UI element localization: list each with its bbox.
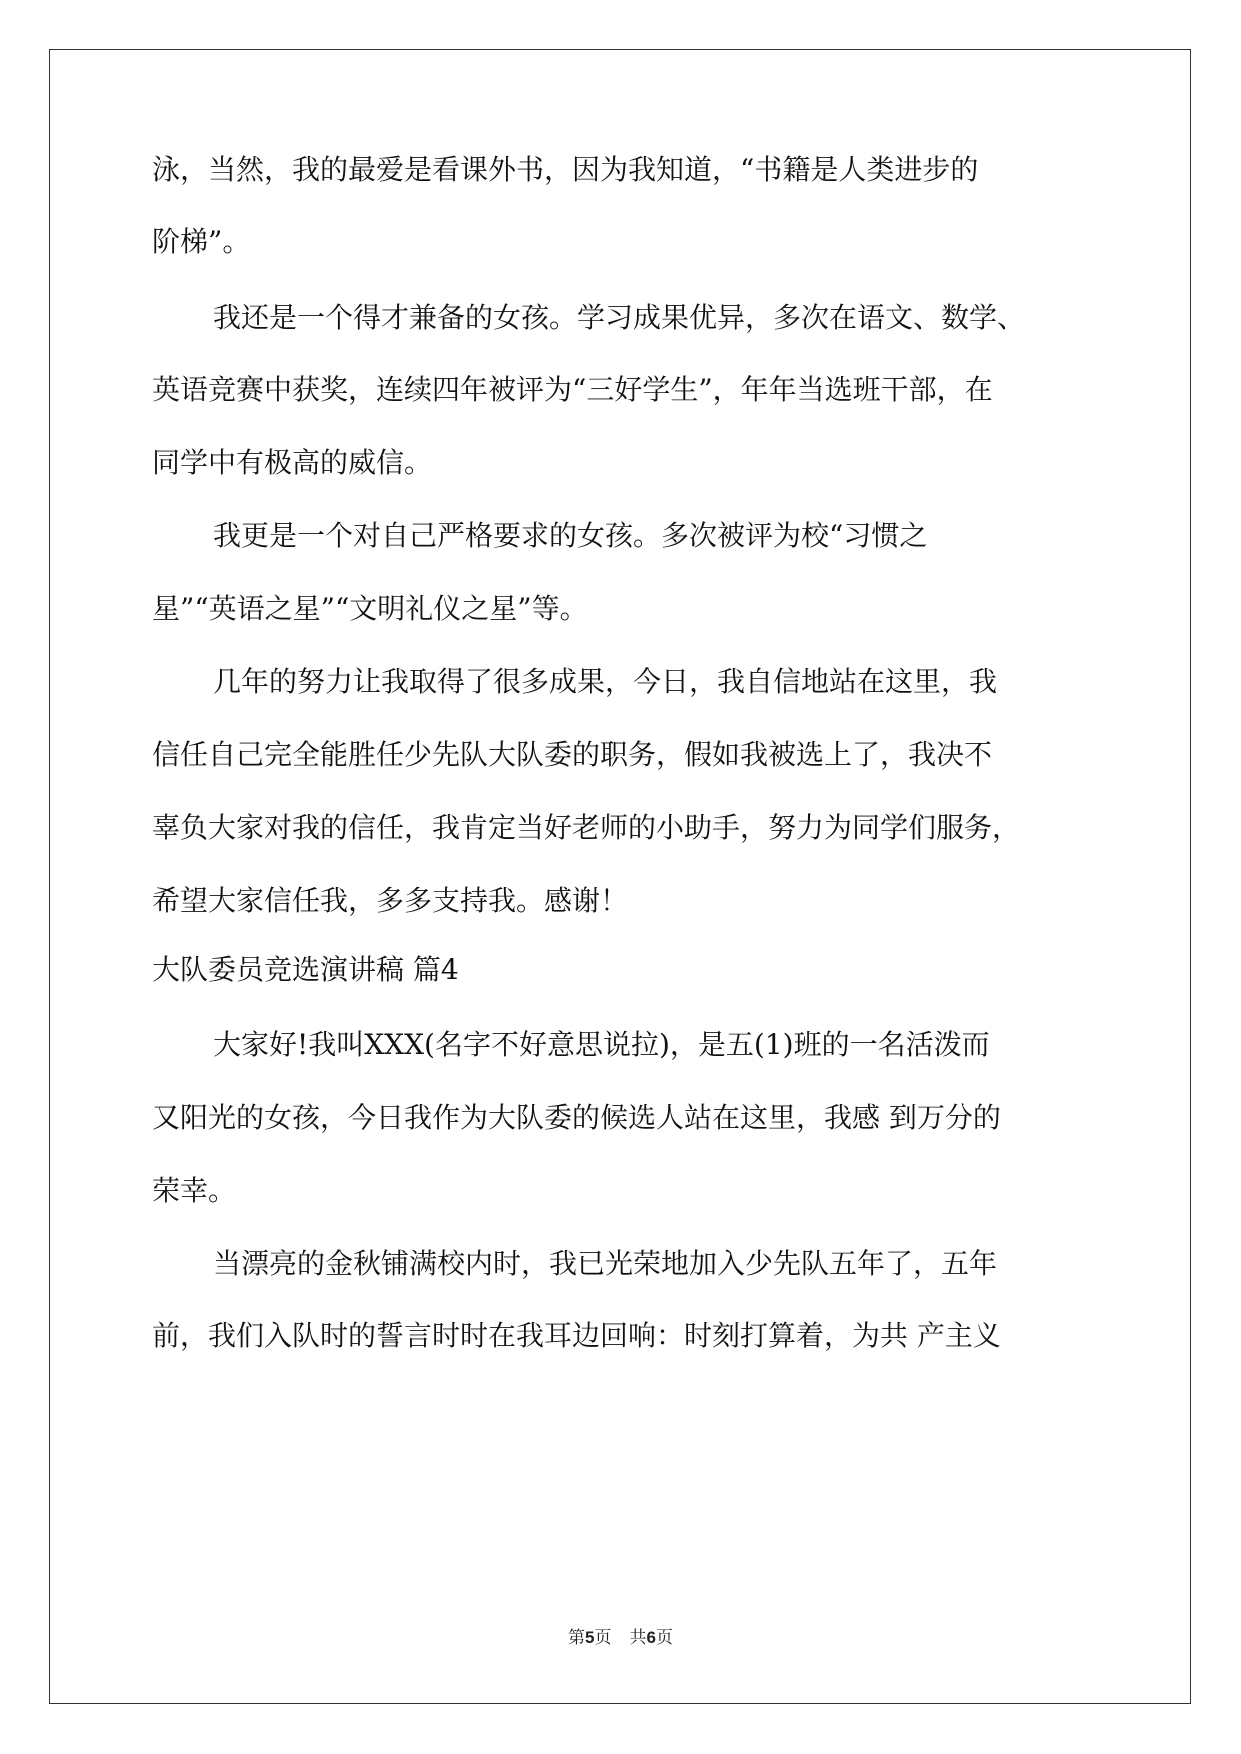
footer-page-number: 5 — [585, 1628, 595, 1647]
text-line: 辜负大家对我的信任，我肯定当好老师的小助手，努力为同学们服务， — [152, 811, 1021, 844]
text-line: 荣幸。 — [152, 1174, 237, 1207]
paragraph-start-line: 我更是一个对自己严格要求的女孩。多次被评为校“习惯之 — [213, 519, 928, 552]
footer-page-unit: 页 — [594, 1628, 612, 1648]
footer-total-pages: 6 — [646, 1628, 656, 1647]
text-line: 同学中有极高的威信。 — [152, 446, 433, 479]
text-line: 又阳光的女孩，今日我作为大队委的候选人站在这里，我感 到万分的 — [152, 1101, 1001, 1134]
text-line: 星”“英语之星”“文明礼仪之星”等。 — [152, 592, 588, 625]
text-line: 前，我们入队时的誓言时时在我耳边回响：时刻打算着，为共 产主义 — [152, 1319, 1001, 1352]
text-line: 泳，当然，我的最爱是看课外书，因为我知道，“书籍是人类进步的 — [152, 153, 979, 186]
paragraph-start-line: 我还是一个得才兼备的女孩。学习成果优异，多次在语文、数学、 — [213, 301, 1026, 334]
footer-total-unit: 页 — [655, 1628, 673, 1648]
text-line: 英语竞赛中获奖，连续四年被评为“三好学生”，年年当选班干部，在 — [152, 373, 993, 406]
footer-total-prefix: 共 — [629, 1628, 647, 1648]
section-heading: 大队委员竞选演讲稿 篇4 — [152, 953, 459, 986]
text-line: 信任自己完全能胜任少先队大队委的职务，假如我被选上了，我决不 — [152, 738, 993, 771]
text-line: 希望大家信任我，多多支持我。感谢！ — [152, 884, 629, 917]
paragraph-start-line: 大家好!我叫XXX(名字不好意思说拉)，是五(1)班的一名活泼而 — [213, 1028, 990, 1061]
page-footer — [0, 1627, 1241, 1649]
footer-page-prefix: 第 — [568, 1628, 586, 1648]
text-line: 阶梯”。 — [152, 225, 251, 258]
paragraph-start-line: 几年的努力让我取得了很多成果，今日，我自信地站在这里，我 — [213, 665, 998, 698]
paragraph-start-line: 当漂亮的金秋铺满校内时，我已光荣地加入少先队五年了，五年 — [213, 1247, 998, 1280]
